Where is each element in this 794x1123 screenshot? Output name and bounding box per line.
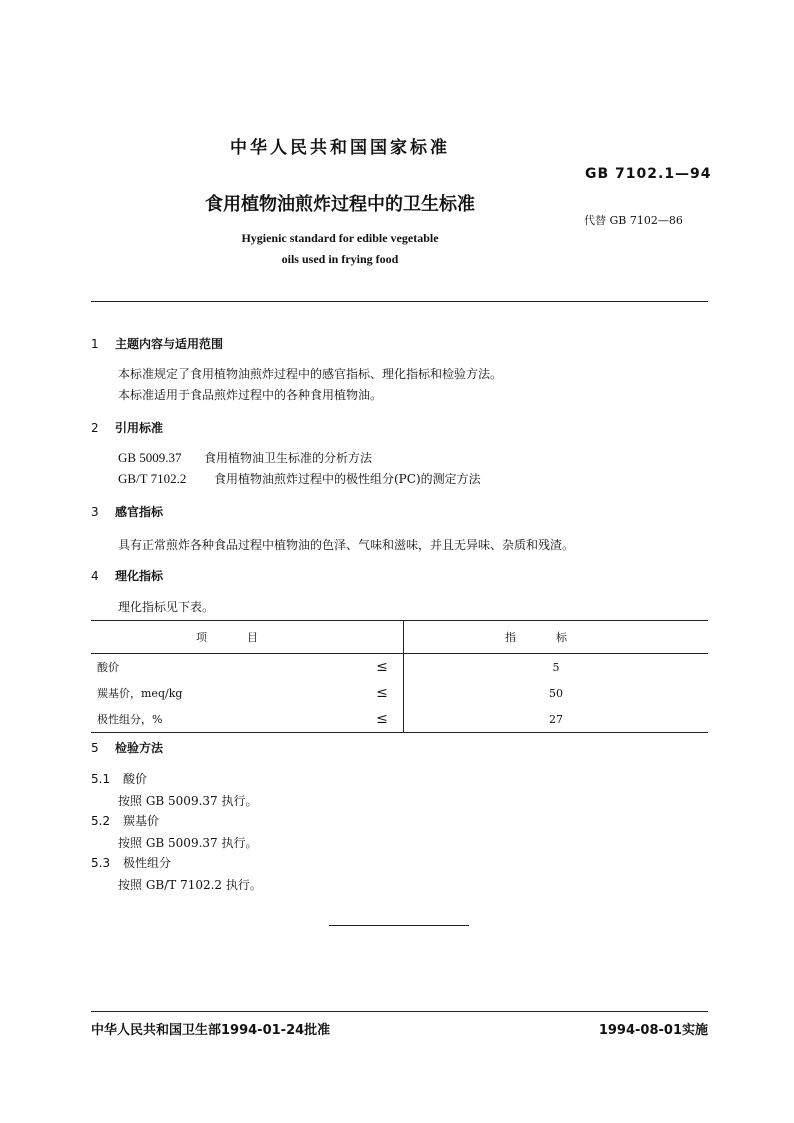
section-title: 检验方法 xyxy=(115,741,164,755)
section-3-paragraph: 具有正常煎炸各种食品过程中植物油的色泽、气味和滋味，并且无异味、杂质和残渣。 xyxy=(118,538,575,552)
section-4-paragraph: 理化指标见下表。 xyxy=(118,600,215,614)
reference-name: 食用植物油煎炸过程中的极性组分(PC)的测定方法 xyxy=(214,472,481,486)
table-header-index: 指标 xyxy=(404,621,709,654)
table-row xyxy=(91,654,708,681)
subsection-title: 羰基价 xyxy=(123,814,160,828)
subsection-5-3-heading xyxy=(91,854,171,871)
section-number: 2 xyxy=(91,421,99,435)
replaces-note: 代替 GB 7102—86 xyxy=(584,214,683,227)
subsection-title: 酸价 xyxy=(123,772,148,786)
section-4-heading xyxy=(91,567,163,584)
national-standard-heading: 中华人民共和国国家标准 xyxy=(230,138,450,158)
section-number: 5 xyxy=(91,741,99,755)
section-title: 引用标准 xyxy=(115,421,164,435)
subsection-5-1-heading xyxy=(91,770,147,787)
table-cell-value: 5 xyxy=(552,660,560,674)
document-title-en-line1: Hygienic standard for edible vegetable xyxy=(241,231,439,245)
subsection-number: 5.3 xyxy=(91,856,111,870)
table-row xyxy=(91,706,708,733)
subsection-number: 5.2 xyxy=(91,814,111,828)
table-cell-item: 极性组分，% xyxy=(91,706,361,733)
document-title-cn: 食用植物油煎炸过程中的卫生标准 xyxy=(205,194,475,215)
document-title-en-line2: oils used in frying food xyxy=(281,252,399,266)
subsection-5-2-text: 按照 GB 5009.37 执行。 xyxy=(118,836,258,850)
table-cell-value: 50 xyxy=(549,686,563,700)
section-1-paragraph-2: 本标准适用于食品煎炸过程中的各种食用植物油。 xyxy=(118,388,383,402)
section-5-heading xyxy=(91,739,163,756)
section-title: 理化指标 xyxy=(115,569,164,583)
table-cell-item: 酸价 xyxy=(97,661,119,674)
section-2-heading xyxy=(91,419,163,436)
header-divider xyxy=(91,301,708,302)
subsection-title: 极性组分 xyxy=(123,856,172,870)
section-3-heading xyxy=(91,503,163,520)
footer-divider xyxy=(91,1011,708,1012)
indicator-table xyxy=(91,620,708,733)
table-cell-operator: ≤ xyxy=(361,706,404,733)
section-number: 4 xyxy=(91,569,99,583)
table-cell-operator: ≤ xyxy=(361,680,404,706)
table-row xyxy=(91,680,708,706)
table-header-item: 项目 xyxy=(91,621,404,654)
section-1-paragraph-1: 本标准规定了食用植物油煎炸过程中的感官指标、理化指标和检验方法。 xyxy=(118,367,503,381)
subsection-number: 5.1 xyxy=(91,772,111,786)
reference-item xyxy=(118,449,372,466)
reference-name: 食用植物油卫生标准的分析方法 xyxy=(204,451,373,465)
section-title: 感官指标 xyxy=(115,505,164,519)
section-number: 3 xyxy=(91,505,99,519)
section-1-heading xyxy=(91,335,223,352)
approval-statement: 中华人民共和国卫生部1994-01-24批准 xyxy=(91,1023,331,1038)
section-title: 主题内容与适用范围 xyxy=(115,337,224,351)
subsection-5-3-text: 按照 GB/T 7102.2 执行。 xyxy=(118,878,262,892)
table-cell-item: 羰基价，meq/kg xyxy=(97,687,183,700)
effective-date: 1994-08-01实施 xyxy=(598,1023,708,1038)
reference-code: GB 5009.37 xyxy=(118,450,182,465)
reference-item xyxy=(118,470,481,487)
end-rule xyxy=(329,925,469,926)
reference-code: GB/T 7102.2 xyxy=(118,471,187,486)
table-cell-value: 27 xyxy=(404,706,709,733)
standard-code: GB 7102.1—94 xyxy=(585,166,712,182)
subsection-5-1-text: 按照 GB 5009.37 执行。 xyxy=(118,794,258,808)
subsection-5-2-heading xyxy=(91,812,159,829)
section-number: 1 xyxy=(91,337,99,351)
table-header-row xyxy=(91,621,708,654)
table-cell-operator: ≤ xyxy=(361,654,404,681)
